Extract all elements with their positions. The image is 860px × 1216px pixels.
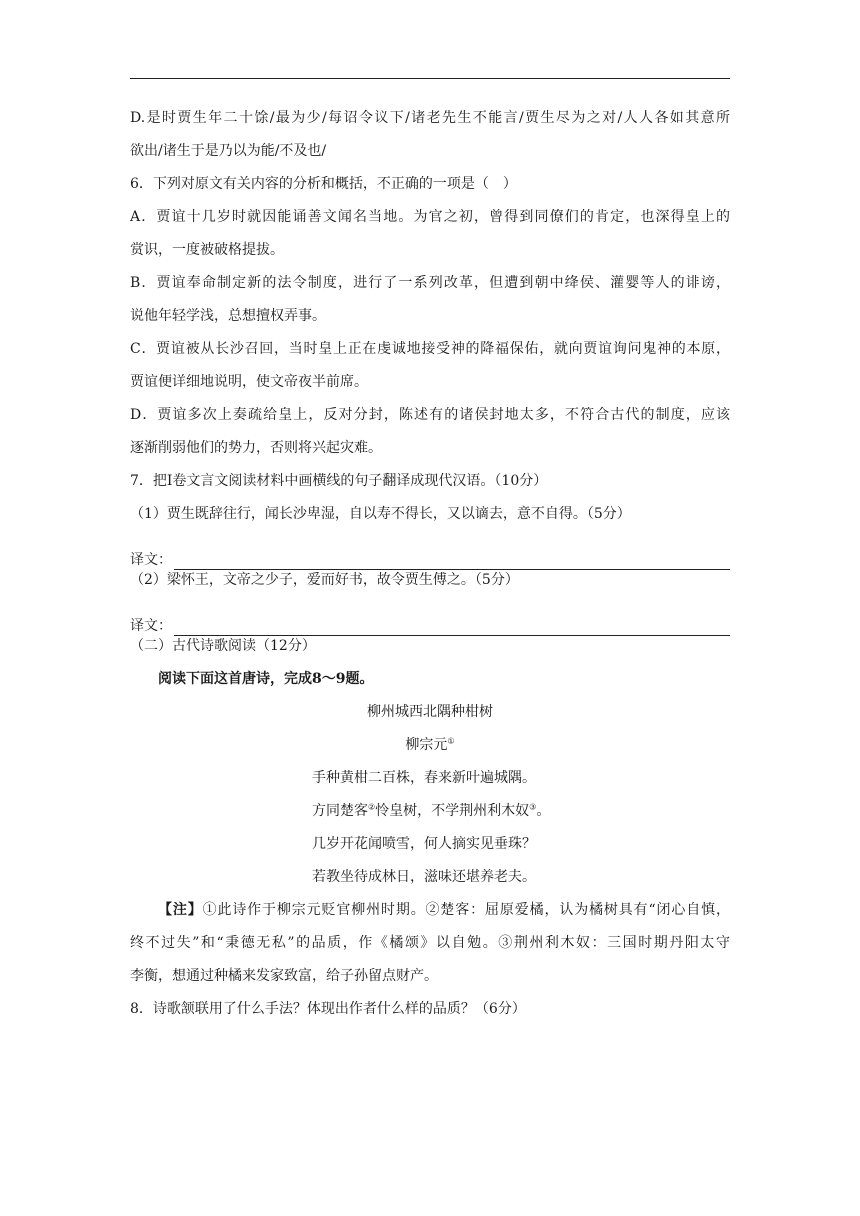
question-6-option-b-line-1: B．贾谊奉命制定新的法令制度，进行了一系列改革，但遭到朝中绛侯、灌婴等人的诽谤， bbox=[130, 275, 730, 291]
notes-line-1 bbox=[130, 900, 730, 933]
question-6-option-a-line-1: A．贾谊十几岁时就因能诵善文闻名当地。为官之初，曾得到同僚们的肯定，也深得皇上的 bbox=[130, 209, 730, 225]
document-page bbox=[130, 0, 730, 1216]
question-6-option-c-line-2: 贾谊便详细地说明，使文帝夜半前席。 bbox=[130, 374, 368, 390]
document-content bbox=[130, 108, 730, 1032]
question-7-sentence-2: （2）梁怀王，文帝之少子，爱而好书，故令贾生傅之。（5分） bbox=[130, 572, 519, 588]
question-6-option-d-line-2: 逐渐削弱他们的势力，否则将兴起灾难。 bbox=[130, 440, 382, 456]
answer-label: 译文： bbox=[130, 618, 172, 634]
note-marker-2: ② bbox=[368, 802, 376, 812]
poem-line-1: 手种黄柑二百株，春来新叶遍城隅。 bbox=[312, 770, 536, 786]
question-6-option-d-line-1: D．贾谊多次上奏疏给皇上，反对分封，陈述有的诸侯封地太多，不符合古代的制度，应该 bbox=[130, 407, 730, 423]
question-8-stem: 8．诗歌颔联用了什么手法？体现出作者什么样的品质？（6分） bbox=[130, 1001, 526, 1017]
poem-author bbox=[130, 735, 730, 768]
question-6-option-b-line-2: 说他年轻学浅，总想擅权弄事。 bbox=[130, 308, 326, 324]
question-7-answer-1 bbox=[130, 537, 730, 570]
header-rule bbox=[130, 78, 730, 79]
answer-blank-1[interactable] bbox=[174, 553, 730, 570]
answer-blank-2[interactable] bbox=[174, 619, 730, 636]
question-6-option-c-line-1: C．贾谊被从长沙召回，当时皇上正在虔诚地接受神的降福保佑，就向贾谊询问鬼神的本原， bbox=[130, 341, 730, 357]
poem-line-2-part-b: 怜皇树，不学荆州利木奴 bbox=[375, 803, 530, 819]
notes-text-1: ①此诗作于柳宗元贬官柳州时期。②楚客：屈原爱橘，认为橘树具有“闭心自慎， bbox=[202, 902, 730, 918]
option-d-line-2: 欲出/诸生于是乃以为能/不及也/ bbox=[130, 143, 327, 159]
question-7-sentence-1: （1）贾生既辞往行，闻长沙卑湿，自以寿不得长，又以谪去，意不自得。（5分） bbox=[130, 506, 631, 522]
question-7-answer-2 bbox=[130, 603, 730, 636]
poem-line-4: 若教坐待成林日，滋味还堪养老夫。 bbox=[312, 869, 536, 885]
question-6-stem: 6．下列对原文有关内容的分析和概括，不正确的一项是（ ） bbox=[130, 176, 517, 192]
notes-label: 【注】 bbox=[158, 902, 203, 918]
poem-author-name: 柳宗元 bbox=[405, 737, 448, 753]
question-7-stem: 7．把Ⅰ卷文言文阅读材料中画横线的句子翻译成现代汉语。（10分） bbox=[130, 473, 548, 489]
poem-line-3: 几岁开花闻喷雪，何人摘实见垂珠？ bbox=[312, 836, 536, 852]
note-marker-1: ① bbox=[447, 736, 455, 746]
section-2-instruction: 阅读下面这首唐诗，完成8～9题。 bbox=[158, 671, 374, 687]
option-d-line-1: D.是时贾生年二十馀/最为少/每诏令议下/诸老先生不能言/贾生尽为之对/人人各如其意所 bbox=[130, 110, 730, 126]
answer-label: 译文： bbox=[130, 552, 172, 568]
question-6-option-a-line-2: 赏识，一度被破格提拔。 bbox=[130, 242, 284, 258]
notes-line-2: 终不过失”和“秉德无私”的品质，作《橘颂》以自勉。③荆州利木奴：三国时期丹阳太守 bbox=[130, 935, 730, 951]
section-2-heading: （二）古代诗歌阅读（12分） bbox=[130, 638, 316, 654]
poem-line-2-part-a: 方同楚客 bbox=[312, 803, 368, 819]
notes-line-3: 李衡，想通过种橘来发家致富，给子孙留点财产。 bbox=[130, 968, 438, 984]
poem-line-2-part-c: 。 bbox=[536, 803, 551, 819]
note-marker-3: ③ bbox=[529, 802, 537, 812]
poem-title: 柳州城西北隅种柑树 bbox=[367, 704, 493, 720]
poem-line-2 bbox=[130, 801, 730, 834]
